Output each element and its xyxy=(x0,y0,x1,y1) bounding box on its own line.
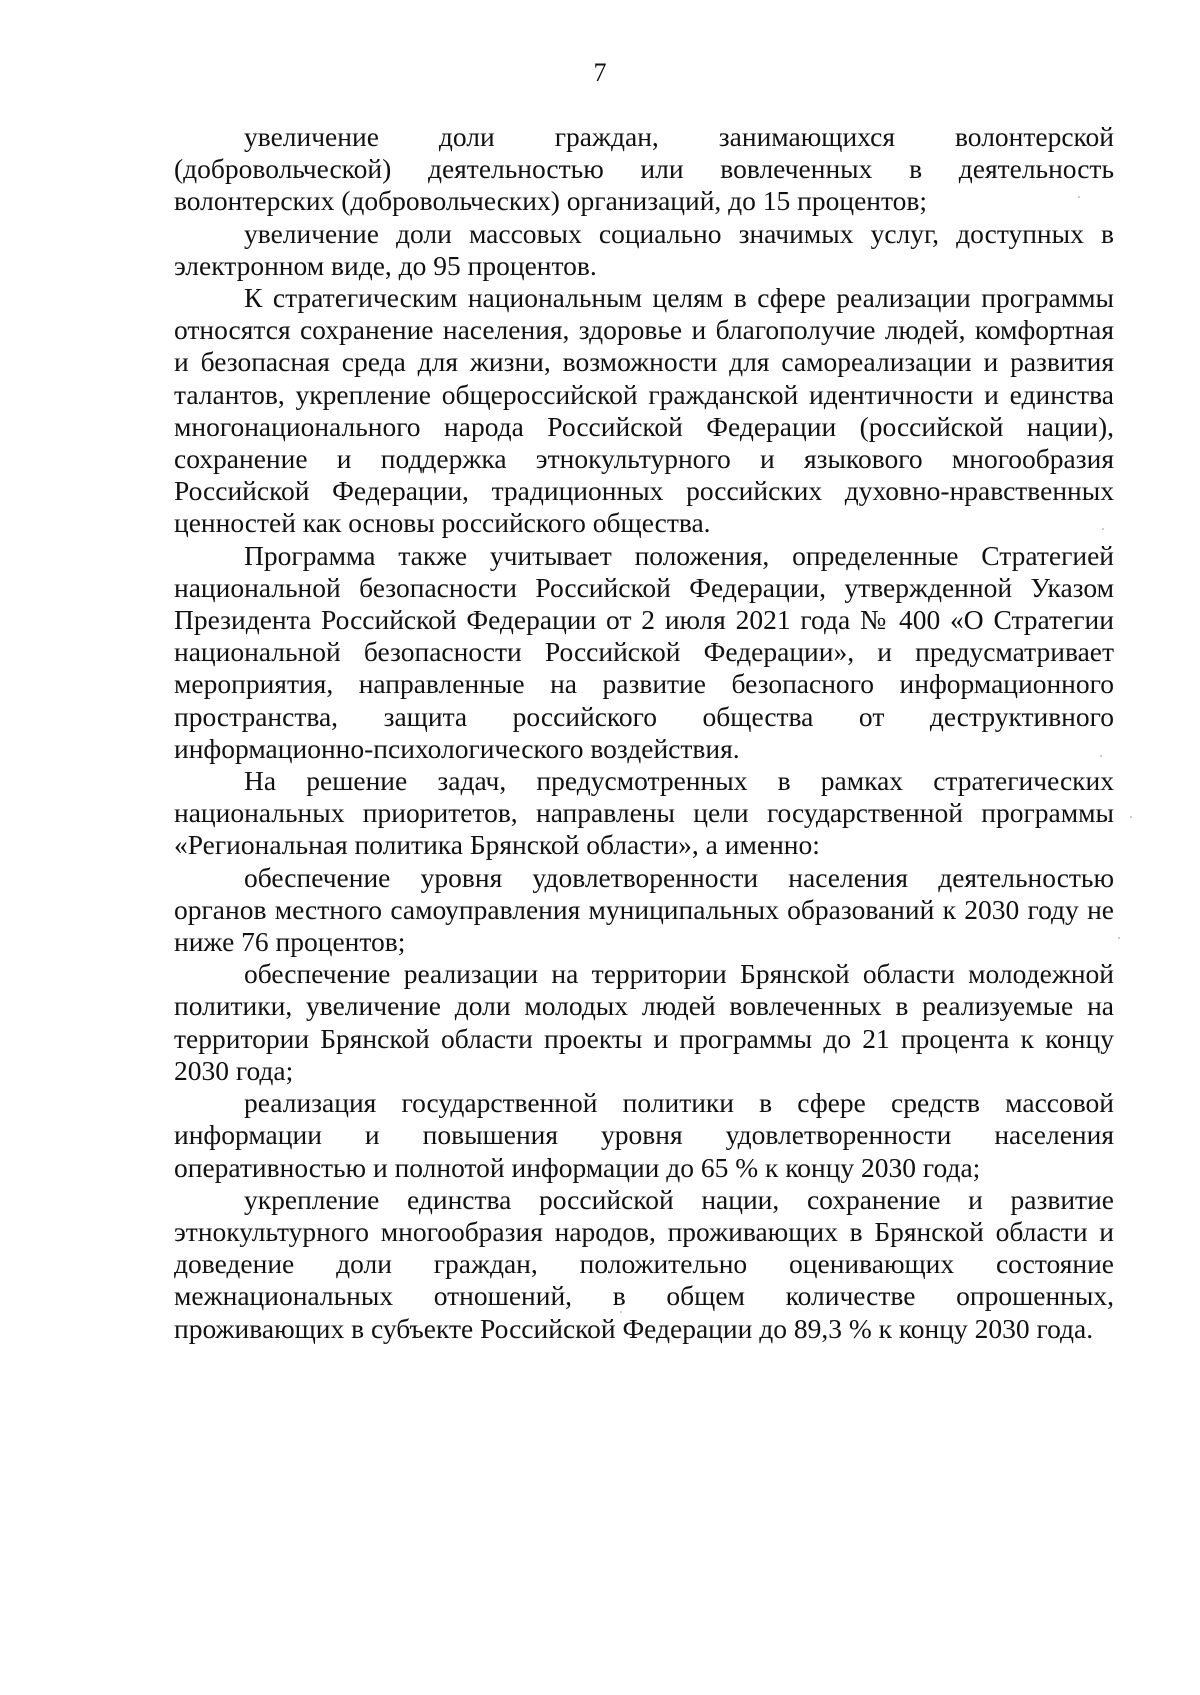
scan-speck xyxy=(620,1311,622,1313)
scan-speck xyxy=(1130,816,1132,818)
scan-speck xyxy=(1118,937,1120,939)
scan-speck xyxy=(1100,755,1102,757)
document-body xyxy=(174,121,1114,1345)
scan-speck xyxy=(1078,196,1080,198)
paragraph-national-goals: К стратегическим национальным целям в сфере реализации программы относятся сохранение населения, здоровье и благополучие людей, комфортная и безопасная среда для жизни, возможности для самореализации и развития талантов, укрепление общероссийской гражданской идентичности и единства многонационального народа Российской Федерации (российской нации), сохранение и поддержка этнокультурного и языкового многообразия Российской Федерации, традиционных российских духовно-нравственных ценностей как основы российского общества. xyxy=(174,282,1114,539)
paragraph-program-goals-intro: На решение задач, предусмотренных в рамках стратегических национальных приоритетов, направлены цели государственной программы «Региональная политика Брянской области», а именно: xyxy=(174,765,1114,861)
paragraph-local-government-satisfaction: обеспечение уровня удовлетворенности населения деятельностью органов местного самоуправления муниципальных образований к 2030 году не ниже 76 процентов; xyxy=(174,861,1114,958)
paragraph-youth-policy: обеспечение реализации на территории Брянской области молодежной политики, увеличение доли молодых людей вовлеченных в реализуемые на территории Брянской области проекты и программы до 21 процента к концу 2030 года; xyxy=(174,958,1114,1086)
paragraph-electronic-services: увеличение доли массовых социально значимых услуг, доступных в электронном виде, до 95 процентов. xyxy=(174,217,1114,281)
paragraph-mass-media: реализация государственной политики в сфере средств массовой информации и повышения уровня удовлетворенности населения оперативностью и полнотой информации до 65 % к концу 2030 года; xyxy=(174,1087,1114,1183)
scan-speck xyxy=(1102,528,1104,530)
paragraph-interethnic-relations: укрепление единства российской нации, сохранение и развитие этнокультурного многообразия народов, проживающих в Брянской области и доведение доли граждан, положительно оценивающих состояние межнациональных отношений, в общем количестве опрошенных, проживающих в субъекте Российской Федерации до 89,3 % к концу 2030 года. xyxy=(174,1183,1114,1344)
paragraph-security-strategy: Программа также учитывает положения, определенные Стратегией национальной безопасности Российской Федерации, утвержденной Указом Президента Российской Федерации от 2 июля 2021 года № 400 «О Стратегии национальной безопасности Российской Федерации», и предусматривает мероприятия, направленные на развитие безопасного информационного пространства, защита российского общества от деструктивного информационно-психологического воздействия. xyxy=(174,539,1114,764)
paragraph-volunteer-share: увеличение доли граждан, занимающихся волонтерской (добровольческой) деятельностью или вовлеченных в деятельность волонтерских (добровольческих) организаций, до 15 процентов; xyxy=(174,121,1114,217)
page-number: 7 xyxy=(593,58,607,87)
